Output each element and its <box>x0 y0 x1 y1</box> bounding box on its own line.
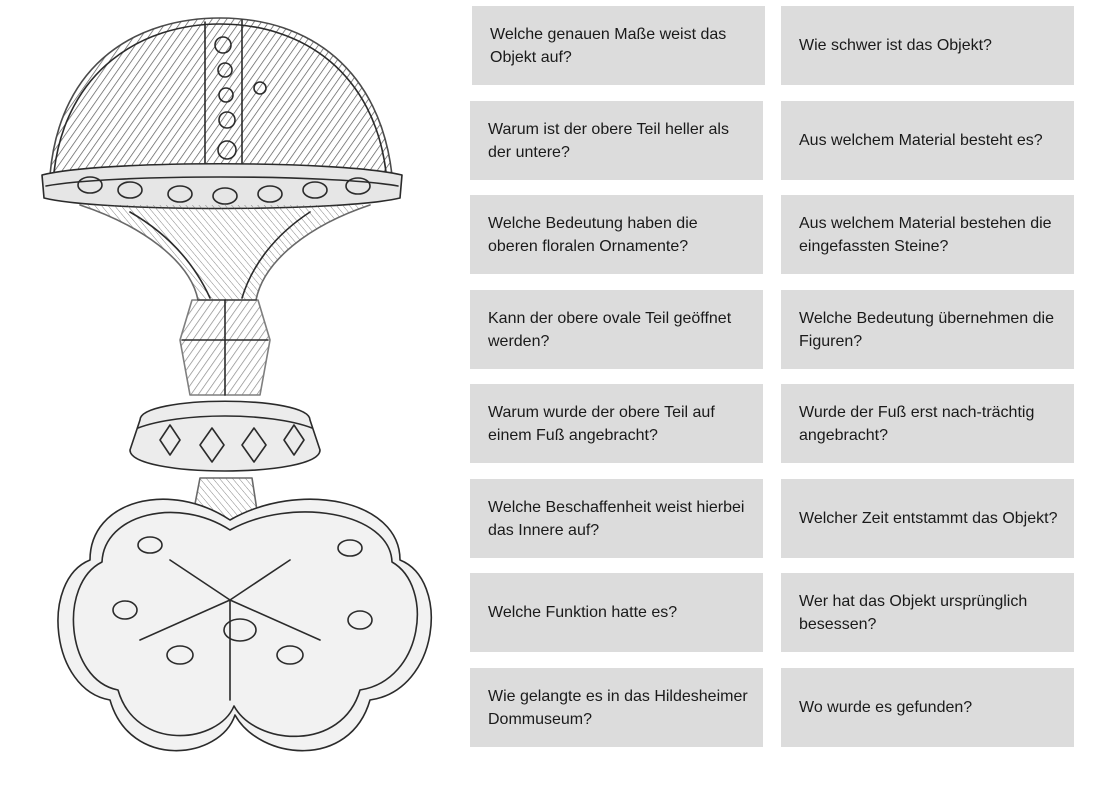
question-text: Wie gelangte es in das Hildesheimer Dommuseum? <box>488 687 748 728</box>
question-text: Aus welchem Material bestehen die eingefassten Steine? <box>799 214 1052 255</box>
question-text: Warum wurde der obere Teil auf einem Fuß angebracht? <box>488 403 715 444</box>
question-card <box>781 101 1074 180</box>
question-text: Kann der obere ovale Teil geöffnet werden? <box>488 309 732 350</box>
question-card <box>472 6 765 85</box>
question-card <box>781 290 1074 369</box>
question-text: Welche Beschaffenheit weist hierbei das Innere auf? <box>488 498 745 539</box>
question-card <box>781 195 1074 274</box>
question-text: Welche Bedeutung übernehmen die Figuren? <box>799 309 1054 350</box>
question-text: Welche Bedeutung haben die oberen floralen Ornamente? <box>488 214 698 255</box>
question-text: Warum ist der obere Teil heller als der untere? <box>488 120 729 161</box>
question-card <box>781 668 1074 747</box>
question-grid <box>470 6 1075 756</box>
question-text: Welche Funktion hatte es? <box>488 604 678 621</box>
base-shape <box>58 499 431 750</box>
question-card <box>470 479 763 558</box>
question-card <box>470 195 763 274</box>
question-card <box>781 6 1074 85</box>
question-text: Wo wurde es gefunden? <box>799 699 973 716</box>
question-card <box>470 573 763 652</box>
dome-band <box>42 164 402 209</box>
question-text: Wie schwer ist das Objekt? <box>799 37 992 54</box>
dome-shape <box>50 18 392 175</box>
question-text: Wer hat das Objekt ursprünglich besessen? <box>799 592 1028 633</box>
reliquary-sketch-illustration <box>20 0 460 796</box>
question-card <box>470 384 763 463</box>
funnel-shape <box>80 205 370 300</box>
question-card <box>470 101 763 180</box>
knot-shape <box>130 401 320 471</box>
question-card <box>470 290 763 369</box>
question-card <box>781 479 1074 558</box>
question-card <box>470 668 763 747</box>
question-text: Wurde der Fuß erst nach-trächtig angebracht? <box>799 403 1035 444</box>
question-card <box>781 384 1074 463</box>
question-text: Welche genauen Maße weist das Objekt auf? <box>490 25 727 66</box>
question-card <box>781 573 1074 652</box>
question-text: Aus welchem Material besteht es? <box>799 132 1043 149</box>
question-text: Welcher Zeit entstammt das Objekt? <box>799 510 1058 527</box>
